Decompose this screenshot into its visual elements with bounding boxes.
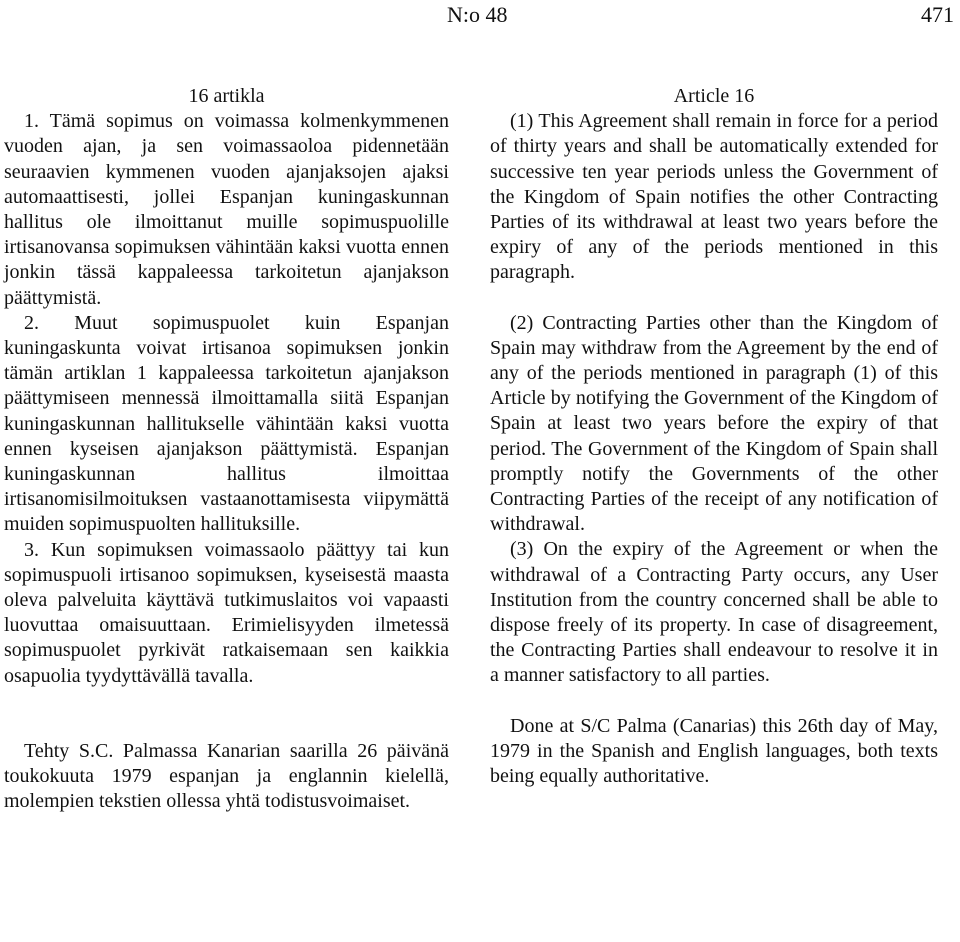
english-article-title: Article 16: [673, 85, 755, 107]
english-paragraph-1: (1) This Agreement shall remain in force for a period of thirty years and shall be automatically extended for successive ten year periods unless the Government of the Kingdom of Spain notifies the other Contracting Parties of its withdrawal at least two years before the expiry of any of the periods mentioned in this paragraph.: [490, 110, 938, 284]
issue-number: N:o 48: [447, 2, 508, 27]
english-paragraph-3: (3) On the expiry of the Agreement or when the withdrawal of a Contracting Party occurs, any User Institution from the country concerned shall be able to dispose freely of its property. In case of disagreement, the Contracting Parties shall endeavour to resolve it in a manner satisfactory to all parties.: [490, 538, 938, 687]
finnish-article-title: 16 artikla: [188, 85, 265, 107]
finnish-column: [4, 84, 449, 814]
finnish-signing-clause: Tehty S.C. Palmassa Kanarian saarilla 26 päivänä toukokuuta 1979 espanjan ja englannin kielellä, molempien tekstien ollessa yhtä todistusvoimaiset.: [4, 739, 449, 813]
finnish-paragraph-3: 3. Kun sopimuksen voimassaolo päättyy tai kun sopimuspuoli irtisanoo sopimuksen, kyseisestä maasta oleva palveluita käyttävä tutkimuslaitos voi vapaasti luovuttaa omaisuuttaan. Erimielisyyden ilmetessä sopimuspuolet pyrkivät ratkaisemaan sen kaikkia osapuolia tyydyttävällä tavalla.: [4, 538, 449, 687]
page-header: [0, 0, 960, 34]
english-column: [490, 84, 938, 789]
english-signing-clause: Done at S/C Palma (Canarias) this 26th day of May, 1979 in the Spanish and English languages, both texts being equally authoritative.: [490, 714, 938, 788]
english-paragraph-2: (2) Contracting Parties other than the Kingdom of Spain may withdraw from the Agreement by the end of any of the periods mentioned in paragraph (1) of this Article by notifying the Government of the Kingdom of Spain at least two years before the expiry of that period. The Government of the Kingdom of Spain shall promptly notify the Governments of the other Contracting Parties of the receipt of any notification of withdrawal.: [490, 311, 938, 536]
finnish-paragraph-1: 1. Tämä sopimus on voimassa kolmenkymmenen vuoden ajan, ja sen voimassaoloa pidennetään seuraavien kymmenen vuoden ajanjaksojen ajaksi automaattisesti, jollei Espanjan kuningaskunnan hallitus ole ilmoittanut muille sopimuspuolille irtisanovansa sopimuksen vähintään kaksi vuotta ennen jonkin tässä kappaleessa tarkoitetun ajanjakson päättymistä.: [4, 110, 449, 309]
page-number: 471: [921, 2, 954, 27]
finnish-paragraph-2: 2. Muut sopimuspuolet kuin Espanjan kuningaskunta voivat irtisanoa sopimuksen jonkin tämän artiklan 1 kappaleessa tarkoitetun ajanjakson päättymiseen mennessä ilmoittamalla siitä Espanjan kuningaskunnan hallitukselle vähintään kaksi vuotta ennen kyseisen ajanjakson päättymistä. Espanjan kuningaskunnan hallitus ilmoittaa irtisanomisilmoituksen vastaanottamisesta viipymättä muiden sopimuspuolten hallituksille.: [4, 311, 449, 536]
